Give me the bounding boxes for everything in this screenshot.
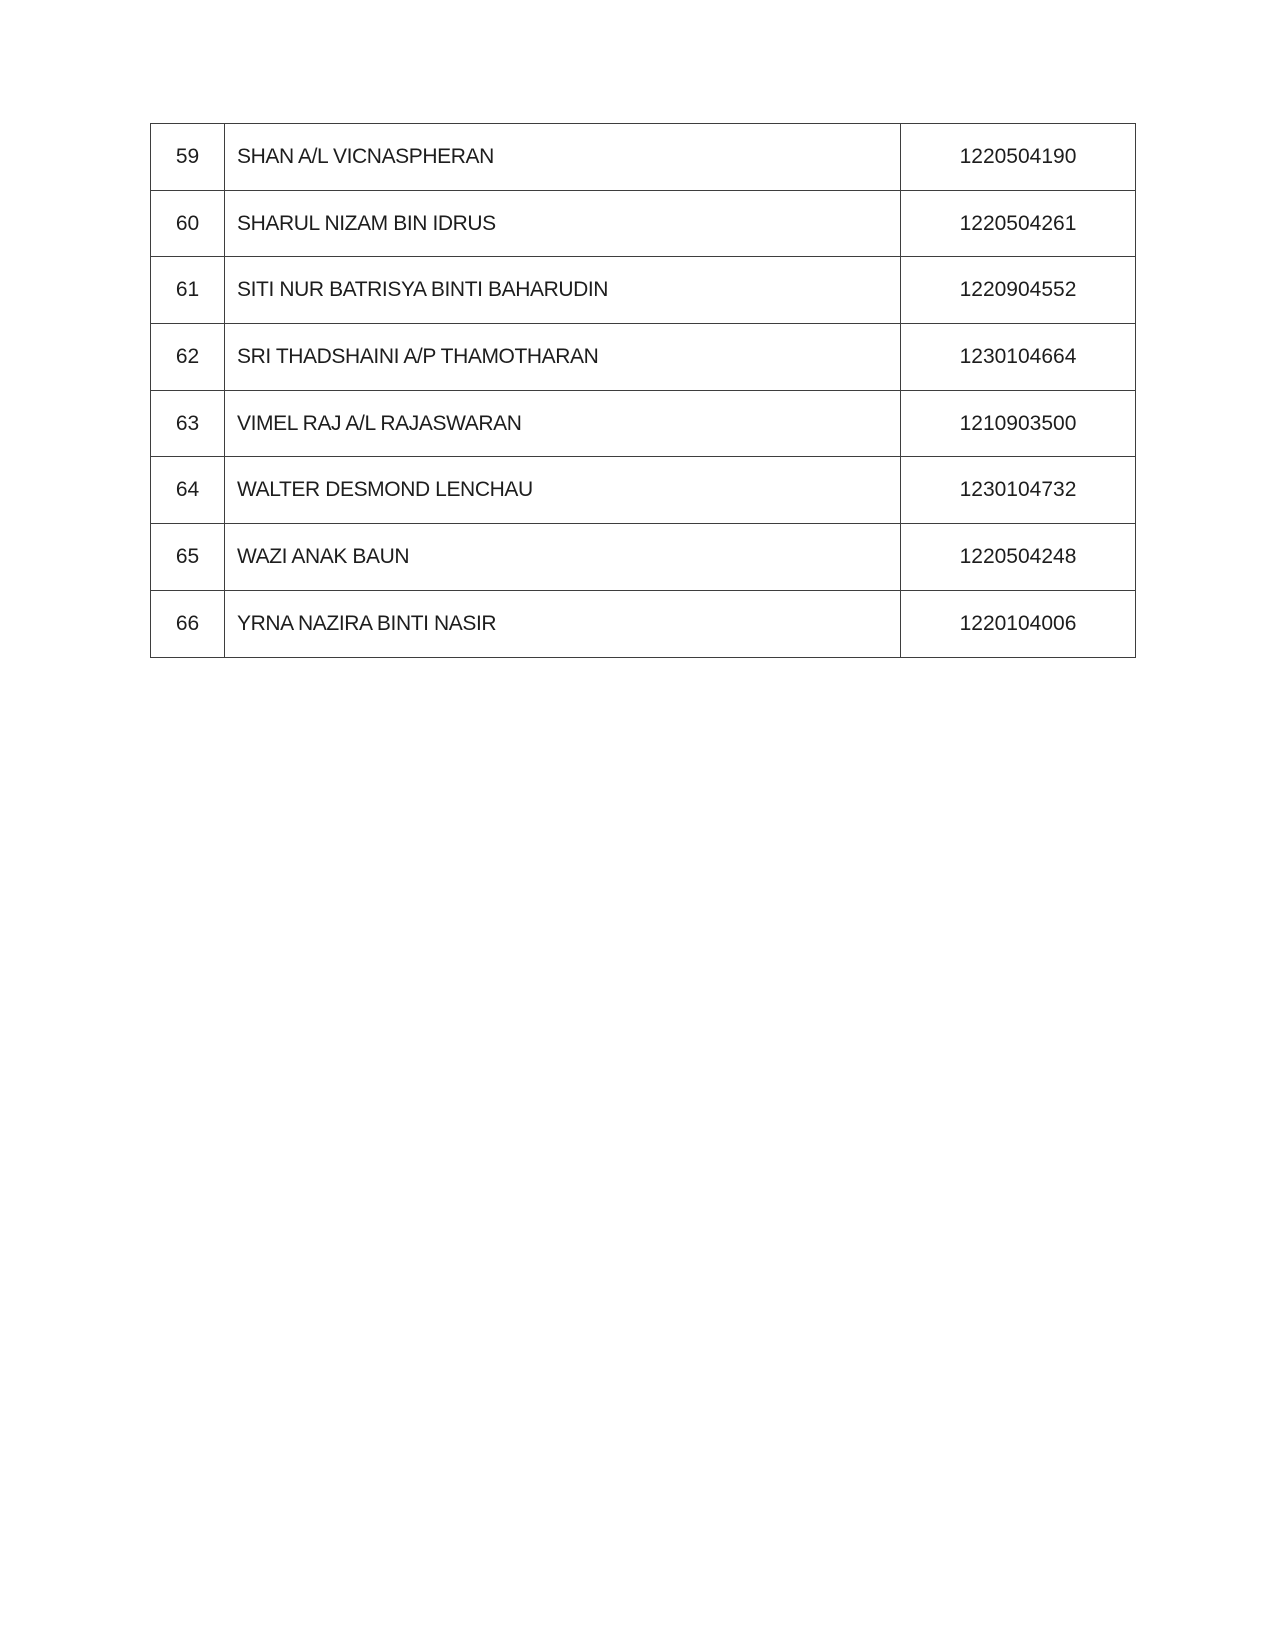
name-cell: WALTER DESMOND LENCHAU — [225, 457, 901, 524]
id-cell: 1210903500 — [901, 390, 1136, 457]
table-row — [151, 524, 1136, 591]
table-row — [151, 190, 1136, 257]
id-cell: 1220504248 — [901, 524, 1136, 591]
name-cell: VIMEL RAJ A/L RAJASWARAN — [225, 390, 901, 457]
id-cell: 1220904552 — [901, 257, 1136, 324]
row-number-cell: 65 — [151, 524, 225, 591]
row-number-cell: 62 — [151, 324, 225, 391]
table-row — [151, 324, 1136, 391]
id-cell: 1220504261 — [901, 190, 1136, 257]
name-cell: SITI NUR BATRISYA BINTI BAHARUDIN — [225, 257, 901, 324]
id-cell: 1220104006 — [901, 590, 1136, 657]
table-row — [151, 457, 1136, 524]
name-cell: WAZI ANAK BAUN — [225, 524, 901, 591]
name-cell: YRNA NAZIRA BINTI NASIR — [225, 590, 901, 657]
name-cell: SRI THADSHAINI A/P THAMOTHARAN — [225, 324, 901, 391]
row-number-cell: 66 — [151, 590, 225, 657]
id-cell: 1230104664 — [901, 324, 1136, 391]
id-cell: 1220504190 — [901, 124, 1136, 191]
id-cell: 1230104732 — [901, 457, 1136, 524]
name-cell: SHARUL NIZAM BIN IDRUS — [225, 190, 901, 257]
table-row — [151, 390, 1136, 457]
table-row — [151, 590, 1136, 657]
table-row — [151, 257, 1136, 324]
row-number-cell: 59 — [151, 124, 225, 191]
row-number-cell: 64 — [151, 457, 225, 524]
row-number-cell: 61 — [151, 257, 225, 324]
row-number-cell: 63 — [151, 390, 225, 457]
name-cell: SHAN A/L VICNASPHERAN — [225, 124, 901, 191]
row-number-cell: 60 — [151, 190, 225, 257]
name-id-table — [150, 123, 1136, 658]
table-row — [151, 124, 1136, 191]
